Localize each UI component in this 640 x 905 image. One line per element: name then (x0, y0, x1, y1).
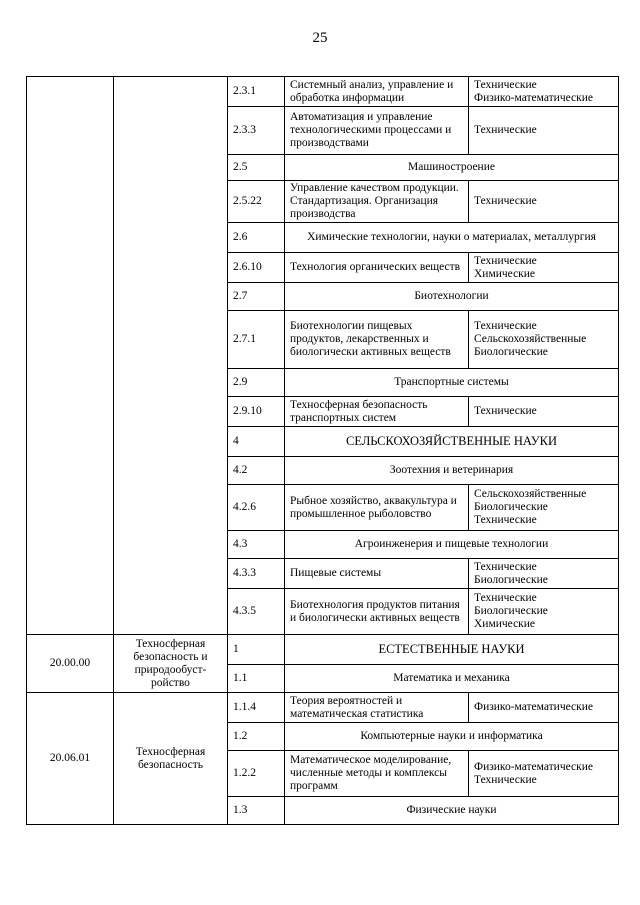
section-heading: Компьютерные науки и информатика (285, 723, 619, 751)
science-branches-cell (469, 589, 619, 635)
specialty-number: 2.7 (228, 283, 285, 311)
section-heading: Агроинженерия и пищевые технологии (285, 531, 619, 559)
science-branch: Физико-математические (474, 760, 593, 773)
specialty-number: 1.1 (228, 665, 285, 693)
science-branch: Сельскохозяйственные (474, 333, 587, 345)
science-branch: Технические (474, 195, 537, 207)
science-branches-cell (469, 253, 619, 283)
section-heading: Физические науки (285, 797, 619, 825)
specialty-title: Теория вероятностей и математическая статистика (285, 693, 469, 723)
specialty-number: 4 (228, 427, 285, 457)
science-branches-cell (469, 77, 619, 107)
science-branches-cell (469, 751, 619, 797)
science-branch: Технические (474, 254, 537, 267)
specialty-title: Техносферная безопасность транспортных систем (285, 397, 469, 427)
section-heading: Биотехнологии (285, 283, 619, 311)
specialty-title: Биотехнология продуктов питания и биологически активных веществ (285, 589, 469, 635)
group-code-cell: 20.06.01 (27, 693, 114, 825)
specialty-number: 4.2.6 (228, 485, 285, 531)
science-branches-cell (469, 693, 619, 723)
specialty-title: Автоматизация и управление технологическими процессами и производствами (285, 107, 469, 155)
specialty-number: 1.2.2 (228, 751, 285, 797)
science-branch: Технические (474, 78, 537, 91)
table-row (27, 693, 619, 723)
specialty-number: 2.9.10 (228, 397, 285, 427)
science-branch: Биологические (474, 501, 548, 513)
group-name-cell: Техносферная безопасность и природообуст-ройство (114, 635, 228, 693)
science-branch: Технические (474, 773, 537, 786)
group-code-cell (27, 77, 114, 635)
science-branch: Технические (474, 124, 537, 136)
specialty-number: 1 (228, 635, 285, 665)
science-branches-cell (469, 311, 619, 369)
specialty-title: Системный анализ, управление и обработка информации (285, 77, 469, 107)
specialty-number: 1.1.4 (228, 693, 285, 723)
page-number: 25 (312, 30, 328, 46)
specialty-number: 4.2 (228, 457, 285, 485)
science-branch: Технические (474, 514, 537, 526)
specialty-number: 2.6 (228, 223, 285, 253)
science-branch: Технические (474, 560, 537, 573)
science-branch: Химические (474, 267, 536, 280)
science-branch: Физико-математические (474, 91, 593, 104)
science-branches-cell (469, 107, 619, 155)
specialty-number: 2.9 (228, 369, 285, 397)
group-name-cell: Техносферная безопасность (114, 693, 228, 825)
science-branch: Биологические (474, 605, 548, 617)
specialty-number: 2.6.10 (228, 253, 285, 283)
science-branch: Сельскохозяйственные (474, 488, 587, 500)
science-branches-cell (469, 559, 619, 589)
science-branch: Биологические (474, 346, 548, 358)
specialty-title: Рыбное хозяйство, аквакультура и промышленное рыболовство (285, 485, 469, 531)
section-heading: СЕЛЬСКОХОЗЯЙСТВЕННЫЕ НАУКИ (285, 427, 619, 457)
specialty-number: 4.3 (228, 531, 285, 559)
science-branches-cell (469, 485, 619, 531)
specialty-number: 4.3.3 (228, 559, 285, 589)
specialty-number: 2.3.1 (228, 77, 285, 107)
science-branch: Технические (474, 592, 537, 604)
specialty-number: 2.5 (228, 155, 285, 181)
science-branch: Физико-математические (474, 701, 593, 713)
table-row (27, 77, 619, 107)
section-heading: Математика и механика (285, 665, 619, 693)
specialty-title: Технология органических веществ (285, 253, 469, 283)
specialty-title: Пищевые системы (285, 559, 469, 589)
specialty-number: 2.5.22 (228, 181, 285, 223)
specialty-title: Математическое моделирование, численные методы и комплексы программ (285, 751, 469, 797)
specialties-table (26, 76, 619, 825)
section-heading: Химические технологии, науки о материалах, металлургия (285, 223, 619, 253)
specialty-number: 1.2 (228, 723, 285, 751)
science-branch: Технические (474, 405, 537, 417)
table-row (27, 635, 619, 665)
specialty-number: 1.3 (228, 797, 285, 825)
science-branch: Биологические (474, 573, 548, 586)
group-name-cell (114, 77, 228, 635)
section-heading: Транспортные системы (285, 369, 619, 397)
science-branches-cell (469, 181, 619, 223)
section-heading: Машиностроение (285, 155, 619, 181)
group-code-cell: 20.00.00 (27, 635, 114, 693)
science-branches-cell (469, 397, 619, 427)
specialty-title: Биотехнологии пищевых продуктов, лекарственных и биологически активных веществ (285, 311, 469, 369)
specialty-number: 2.3.3 (228, 107, 285, 155)
section-heading: ЕСТЕСТВЕННЫЕ НАУКИ (285, 635, 619, 665)
specialty-title: Управление качеством продукции. Стандартизация. Организация производства (285, 181, 469, 223)
specialty-number: 2.7.1 (228, 311, 285, 369)
science-branch: Химические (474, 618, 536, 630)
specialty-number: 4.3.5 (228, 589, 285, 635)
section-heading: Зоотехния и ветеринария (285, 457, 619, 485)
science-branch: Технические (474, 320, 537, 332)
